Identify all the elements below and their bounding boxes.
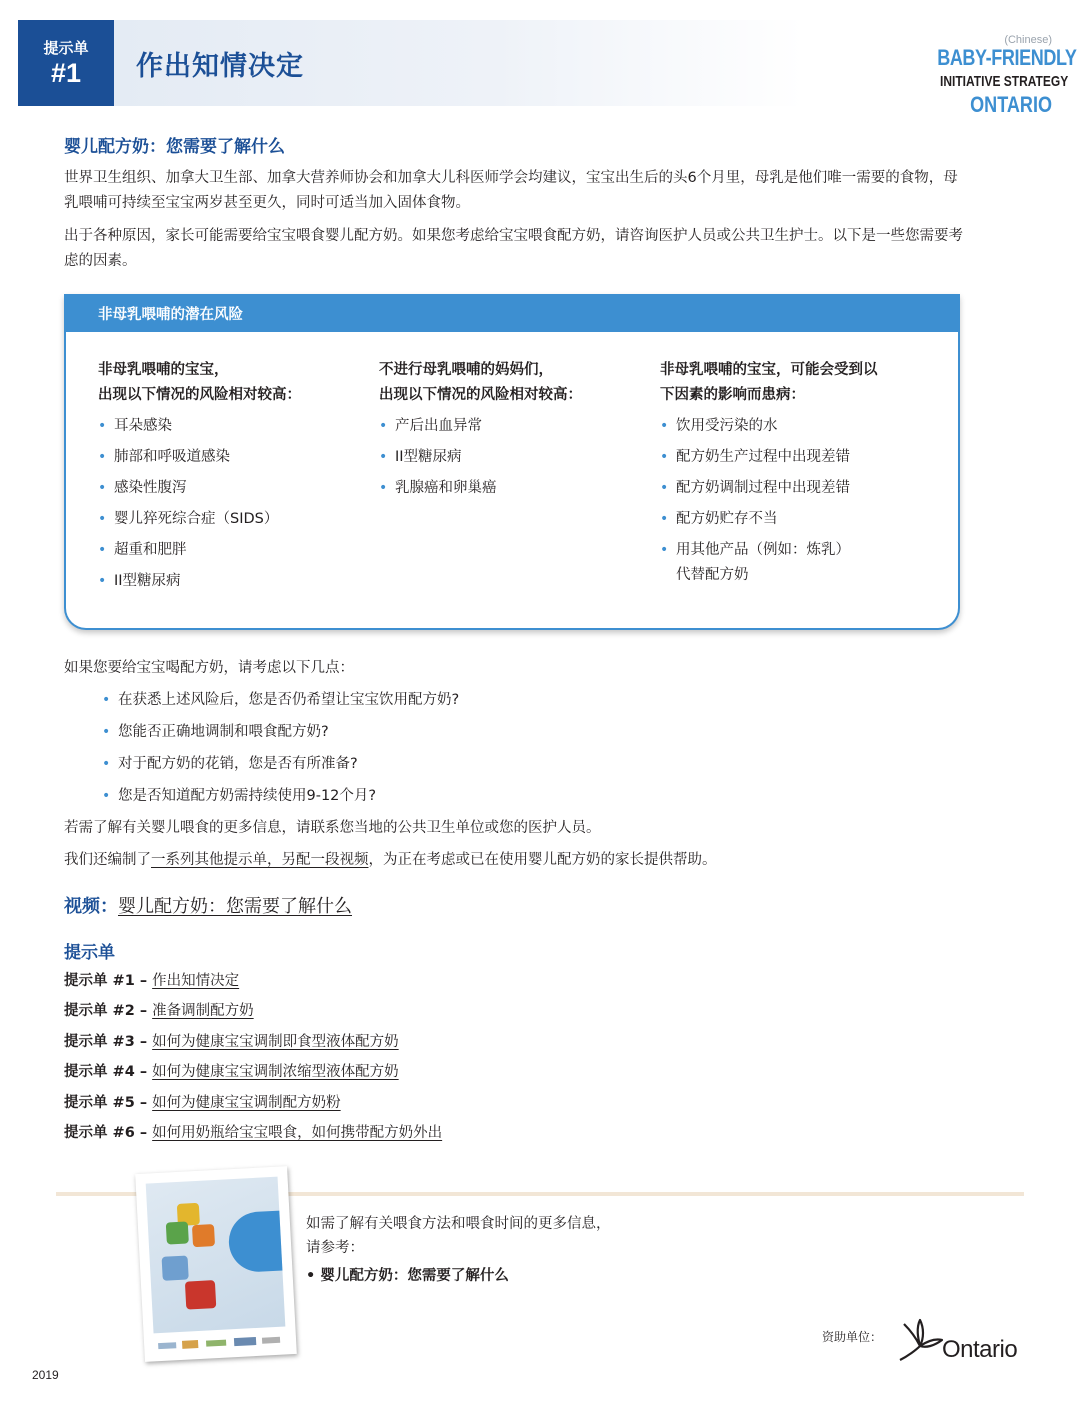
footer-more-info — [306, 1212, 611, 1260]
baby-friendly-logo — [912, 34, 1077, 118]
brand-line2: INITIATIVE STRATEGY — [940, 73, 1069, 90]
series-text — [64, 848, 964, 873]
video-label: 视频： — [64, 896, 118, 917]
list-item: • 饮用受污染的水 — [660, 414, 950, 439]
risk-column-title-line: 非母乳喂哺的宝宝， — [98, 362, 229, 378]
list-item: • 您是否知道配方奶需持续使用9-12个月? — [102, 784, 902, 809]
footer-text-line: 如需了解有关喂食方法和喂食时间的更多信息， — [306, 1216, 611, 1232]
list-item: • 肺部和呼吸道感染 — [98, 445, 368, 470]
video-link[interactable]: 婴儿配方奶：您需要了解什么 — [118, 896, 352, 917]
sponsor-label: 资助单位： — [822, 1330, 883, 1344]
booklet-sponsor-logos — [154, 1332, 287, 1353]
tip-sheet-label: 提示单 — [43, 39, 89, 57]
list-item: • 配方奶贮存不当 — [660, 507, 950, 532]
booklet-cover-image[interactable] — [135, 1166, 297, 1362]
list-item: • 配方奶生产过程中出现差错 — [660, 445, 950, 470]
list-item: • 耳朵感染 — [98, 414, 368, 439]
risk-column-illness — [660, 358, 950, 594]
risk-column-babies — [98, 358, 368, 600]
tip-sheet-badge — [18, 20, 114, 106]
tip-sheets-list — [64, 970, 442, 1152]
list-item: • 感染性腹泻 — [98, 476, 368, 501]
list-item — [64, 1092, 442, 1114]
risk-column-title — [98, 358, 368, 408]
tip-sheet-link-4[interactable]: 如何为健康宝宝调制浓缩型液体配方奶 — [152, 1064, 399, 1081]
risk-column-title-line: 下因素的影响而患病： — [660, 387, 805, 403]
list-item: • 在获悉上述风险后，您是否仍希望让宝宝饮用配方奶? — [102, 688, 902, 713]
risk-box — [64, 294, 960, 630]
consider-intro: 如果您要给宝宝喝配方奶，请考虑以下几点： — [64, 660, 354, 676]
footer-resource: • 婴儿配方奶：您需要了解什么 — [306, 1268, 509, 1284]
more-info-text: 若需了解有关婴儿喂食的更多信息，请联系您当地的公共卫生单位或您的医护人员。 — [64, 820, 601, 836]
list-item — [64, 1031, 442, 1053]
title-band — [114, 20, 804, 106]
list-item: • II型糖尿病 — [379, 445, 649, 470]
intro-paragraph-2: 出于各种原因，家长可能需要给宝宝喂食婴儿配方奶。如果您考虑给宝宝喂食配方奶，请咨询医护人员或公共卫生护士。以下是一些您需要考虑的因素。 — [64, 228, 963, 269]
intro-paragraph-1: 世界卫生组织、加拿大卫生部、加拿大营养师协会和加拿大儿科医师学会均建议，宝宝出生后的头6个月里，母乳是他们唯一需要的食物，母乳喂哺可持续至宝宝两岁甚至更久，同时可适当加入固体食物。 — [64, 170, 958, 211]
risk-column-title-line: 出现以下情况的风险相对较高： — [379, 387, 582, 403]
booklet-cover — [146, 1177, 286, 1334]
tip-sheet-link-2[interactable]: 准备调制配方奶 — [152, 1003, 254, 1020]
toy-block-green — [166, 1221, 189, 1244]
tip-sheets-heading: 提示单 — [64, 943, 115, 963]
video-line — [64, 892, 352, 918]
tip-sheet-prefix: 提示单 #4 – — [64, 1064, 153, 1081]
list-item — [64, 1122, 442, 1144]
series-suffix: ，为正在考虑或已在使用婴儿配方奶的家长提供帮助。 — [368, 852, 717, 868]
tip-sheet-link-3[interactable]: 如何为健康宝宝调制即食型液体配方奶 — [152, 1033, 399, 1050]
risk-column-mothers — [379, 358, 649, 507]
tip-sheet-number: #1 — [50, 58, 82, 88]
list-item: • 用其他产品（例如：炼乳） — [660, 538, 950, 563]
risk-list — [379, 414, 649, 501]
risk-column-title — [379, 358, 649, 408]
risk-column-title-line: 不进行母乳喂哺的妈妈们， — [379, 362, 553, 378]
tip-sheet-link-6[interactable]: 如何用奶瓶给宝宝喂食，如何携带配方奶外出 — [152, 1124, 443, 1141]
risk-column-title-line: 出现以下情况的风险相对较高： — [98, 387, 301, 403]
brand-line3: ONTARIO — [970, 92, 1052, 117]
tip-sheet-prefix: 提示单 #6 – — [64, 1124, 153, 1141]
footer-text-line: 请参考： — [306, 1240, 364, 1256]
tip-sheet-prefix: 提示单 #1 – — [64, 973, 153, 989]
toy-block-red — [185, 1280, 216, 1310]
tip-sheet-prefix: 提示单 #3 – — [64, 1033, 153, 1050]
risk-column-title — [660, 358, 950, 408]
list-item-continuation: 代替配方奶 — [676, 567, 749, 583]
list-item: • 超重和肥胖 — [98, 538, 368, 563]
brand-line1: BABY-FRIENDLY — [937, 45, 1077, 70]
risk-list — [660, 414, 950, 588]
page-title: 作出知情决定 — [136, 51, 304, 82]
tip-sheet-link-1[interactable]: 作出知情决定 — [152, 973, 240, 989]
list-item: • II型糖尿病 — [98, 569, 368, 594]
list-item — [64, 970, 442, 992]
booklet-title-tag — [227, 1210, 285, 1274]
toy-block-orange — [192, 1224, 215, 1247]
page-header — [18, 20, 1088, 117]
risk-list — [98, 414, 368, 594]
risk-box-title: 非母乳喂哺的潜在风险 — [66, 294, 958, 332]
publication-year: 2019 — [32, 1368, 59, 1382]
tip-sheet-prefix: 提示单 #5 – — [64, 1094, 153, 1111]
list-item: • 婴儿猝死综合症（SIDS） — [98, 507, 368, 532]
list-item: • 您能否正确地调制和喂食配方奶? — [102, 720, 902, 745]
risk-column-title-line: 非母乳喂哺的宝宝，可能会受到以 — [660, 362, 878, 378]
list-item: • 产后出血异常 — [379, 414, 649, 439]
brand-language: (Chinese) — [1004, 34, 1052, 46]
list-item: • 乳腺癌和卵巢癌 — [379, 476, 649, 501]
tip-sheet-prefix: 提示单 #2 – — [64, 1003, 153, 1020]
list-item — [64, 1061, 442, 1083]
list-item: • 对于配方奶的花销，您是否有所准备? — [102, 752, 902, 777]
toy-block-blue — [162, 1255, 189, 1280]
intro-heading: 婴儿配方奶：您需要了解什么 — [64, 137, 285, 157]
series-prefix: 我们还编制了 — [64, 852, 151, 868]
tip-sheet-link-5[interactable]: 如何为健康宝宝调制配方奶粉 — [152, 1094, 341, 1111]
consider-list — [102, 688, 902, 816]
series-link[interactable]: 一系列其他提示单，另配一段视频 — [151, 852, 369, 868]
list-item — [64, 1000, 442, 1022]
list-item: • 配方奶调制过程中出现差错 — [660, 476, 950, 501]
ontario-wordmark: Ontario — [942, 1336, 1018, 1363]
